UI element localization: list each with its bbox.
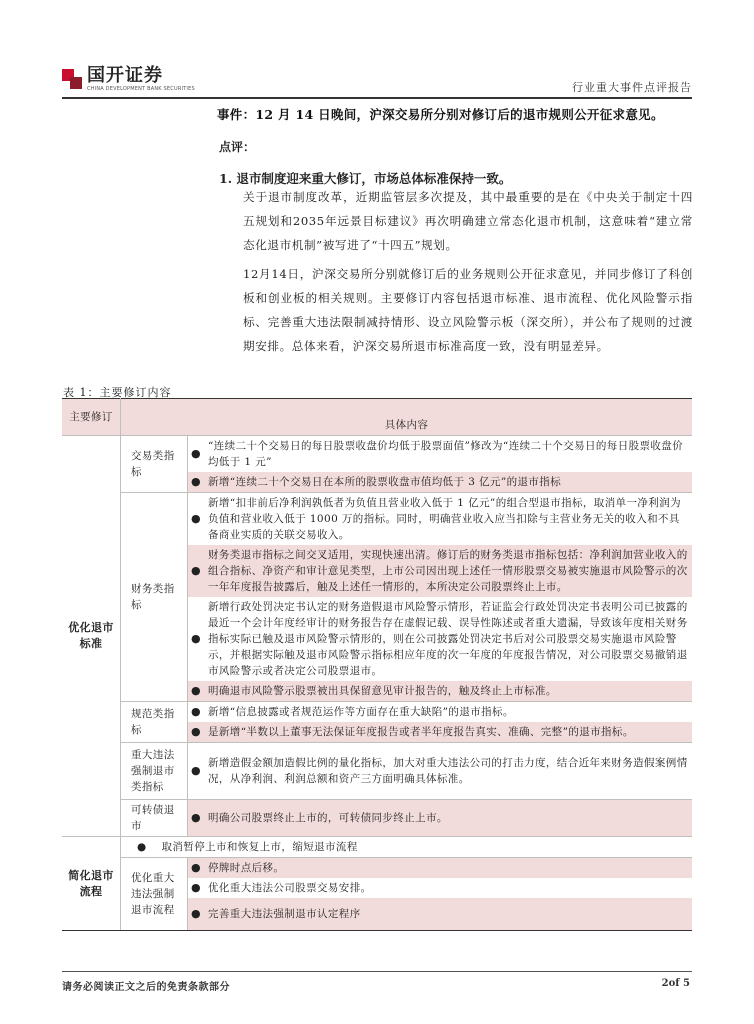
sub-financial-indicators: 财务类指标 [121, 493, 188, 702]
bullet: ● [191, 811, 201, 824]
item-text: 优化重大违法公司股票交易安排。 [208, 882, 372, 894]
company-logo [62, 66, 195, 92]
bullet: ● [191, 475, 201, 488]
logo-name: 国开证券 [87, 65, 163, 86]
table-row [62, 837, 692, 858]
bullet: ● [191, 907, 201, 920]
bullet: ● [191, 564, 201, 577]
item-text: 新增行政处罚决定书认定的财务造假退市风险警示情形，若证监会行政处罚决定书表明公司已披露的最近一个会计年度经审计的财务报告存在虚假记载、误导性陈述或者重大遗漏，导致该年度相关财务指标实际已触及退市风险警示情形的，则在公司披露处罚决定书后对公司股票交易实施退市风险警示，并根据实际触及退市风险警示指标相应年度的次一年度的年度报告情况，对公司股票交易撤销退市风险警示或者决定公司股票退市。 [208, 601, 688, 677]
table-row [62, 800, 692, 837]
paragraph-1: 关于退市制度改革，近期监管层多次提及，其中最重要的是在《中央关于制定十四五规划和2035年远景目标建议》再次明确建立常态化退市机制，这意味着“建立常态化退市机制”被写进了“十四五”规划。 [243, 190, 693, 252]
bullet: ● [137, 841, 147, 853]
table-row [62, 436, 692, 473]
logo-mark-icon [62, 69, 82, 89]
page-number: 2of 5 [661, 978, 690, 989]
paragraph-2: 12月14日，沪深交易所分别就修订后的业务规则公开征求意见，并同步修订了科创板和创业板的相关规则。主要修订内容包括退市标准、退市流程、优化风险警示指标、完善重大违法限制减持情形、设立风险警示板（深交所），并公布了规则的过渡期安排。总体来看，沪深交易所退市标准高度一致，没有明显差异。 [243, 267, 693, 353]
group-simplify-process: 简化退市流程 [62, 837, 121, 931]
bullet: ● [191, 881, 201, 894]
item-text: “连续二十个交易日的每日股票收盘价均低于股票面值”修改为“连续二十个交易日的每日股票收盘价均低于 1 元” [208, 440, 684, 468]
table-row [62, 743, 692, 800]
header-detail: 具体内容 [121, 399, 693, 436]
bullet: ● [191, 632, 201, 645]
sub-compliance-indicators: 规范类指标 [121, 702, 188, 743]
report-type: 行业重大事件点评报告 [572, 81, 692, 94]
section-heading: 1. 退市制度迎来重大修订，市场总体标准保持一致。 [219, 171, 512, 186]
event-summary: 事件：12 月 14 日晚间，沪深交易所分别对修订后的退市规则公开征求意见。 [217, 107, 664, 122]
table-row [62, 858, 692, 879]
item-text: 取消暂停上市和恢复上市，缩短退市流程 [161, 841, 358, 853]
bullet: ● [191, 684, 201, 697]
group-optimize-standards: 优化退市标准 [62, 436, 121, 837]
item-text: 新增“连续二十个交易日在本所的股票收盘市值均低于 3 亿元”的退市指标 [208, 476, 562, 488]
table-title: 表 1：主要修订内容 [63, 386, 172, 399]
table-row [62, 702, 692, 723]
item-text: 新增“信息披露或者规范运作等方面存在重大缺陷”的退市指标。 [208, 706, 514, 718]
sub-convertible-bond: 可转债退市 [121, 800, 188, 837]
bullet: ● [191, 725, 201, 738]
revision-table [62, 398, 692, 931]
item-text: 新增造假金额加造假比例的量化指标，加大对重大违法公司的打击力度，结合近年来财务造假案例情况，从净利润、利润总额和资产三方面明确具体标准。 [208, 757, 688, 785]
table-row [62, 493, 692, 546]
item-text: 停牌时点后移。 [208, 862, 285, 874]
item-text: 明确退市风险警示股票被出具保留意见审计报告的，触及终止上市标准。 [208, 685, 557, 697]
item-text: 新增“扣非前后净利润孰低者为负值且营业收入低于 1 亿元”的组合型退市指标，取消单一净利润为负值和营业收入低于 1000 万的指标。同时，明确营业收入应当扣除与主营业务无关的收入和不具备商业实质的关联交易收入。 [208, 497, 681, 541]
footer-divider [62, 971, 692, 972]
sub-trading-indicators: 交易类指标 [121, 436, 188, 493]
sub-optimize-violation-process: 优化重大违法强制退市流程 [121, 858, 188, 931]
comment-label: 点评： [219, 140, 256, 154]
bullet: ● [191, 512, 201, 525]
table-header-row [62, 399, 692, 436]
item-text: 完善重大违法强制退市认定程序 [208, 908, 361, 920]
header-category: 主要修订 [62, 399, 121, 436]
logo-english-name: CHINA DEVELOPMENT BANK SECURITIES [87, 86, 195, 92]
bullet: ● [191, 764, 201, 777]
bullet: ● [191, 705, 201, 718]
item-text: 明确公司股票终止上市的，可转债同步终止上市。 [208, 812, 448, 824]
header-divider [62, 97, 692, 99]
item-text: 财务类退市指标之间交叉适用，实现快速出清。修订后的财务类退市指标包括：净利润加营业收入的组合指标、净资产和审计意见类型，上市公司因出现上述任一情形股票交易被实施退市风险警示的次一年年度报告披露后，触及上述任一情形的，本所决定公司股票终止上市。 [208, 549, 688, 593]
item-text: 是新增“半数以上董事无法保证年度报告或者半年度报告真实、准确、完整”的退市指标。 [208, 726, 634, 738]
bullet: ● [191, 861, 201, 874]
bullet: ● [191, 447, 201, 460]
disclaimer-note: 请务必阅读正文之后的免责条款部分 [62, 982, 230, 993]
sub-major-violation-indicators: 重大违法强制退市类指标 [121, 743, 188, 800]
item-text-full [121, 837, 693, 858]
